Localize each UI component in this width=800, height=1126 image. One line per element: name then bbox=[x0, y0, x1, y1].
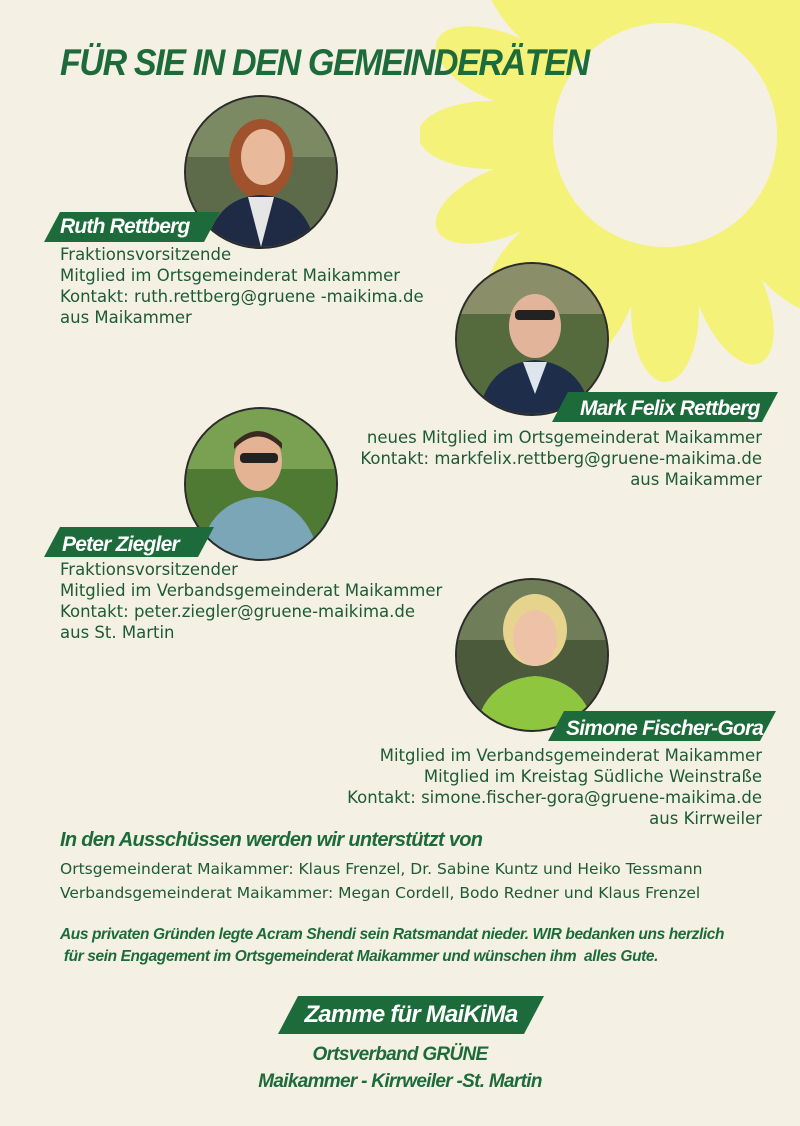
contact-email: Kontakt: markfelix.rettberg@gruene-maikima.de bbox=[360, 449, 762, 468]
contact-email: Kontakt: peter.ziegler@gruene-maikima.de bbox=[60, 602, 415, 621]
info-line: aus Maikammer bbox=[630, 470, 762, 489]
name-peter-ziegler: Peter Ziegler bbox=[62, 533, 179, 556]
info-line: aus Kirrweiler bbox=[649, 809, 762, 828]
info-ruth-rettberg bbox=[60, 244, 424, 328]
info-line: Mitglied im Verbandsgemeinderat Maikammer bbox=[60, 581, 443, 600]
support-line: Verbandsgemeinderat Maikammer: Megan Cordell, Bodo Redner und Klaus Frenzel bbox=[60, 884, 701, 902]
info-simone-fischer-gora bbox=[347, 745, 762, 829]
footer-places: Maikammer - Kirrweiler -St. Martin bbox=[258, 1071, 542, 1092]
name-simone-fischer-gora: Simone Fischer-Gora bbox=[566, 717, 764, 740]
contact-email: Kontakt: ruth.rettberg@gruene -maikima.de bbox=[60, 287, 424, 306]
slogan: Zamme für MaiKiMa bbox=[304, 1001, 518, 1028]
info-line: Fraktionsvorsitzende bbox=[60, 245, 232, 264]
info-line: Mitglied im Verbandsgemeinderat Maikammer bbox=[379, 746, 762, 765]
name-mark-felix-rettberg: Mark Felix Rettberg bbox=[580, 397, 760, 420]
note-line: für sein Engagement im Ortsgemeinderat Maikammer und wünschen ihm alles Gute. bbox=[60, 948, 659, 965]
support-line: Ortsgemeinderat Maikammer: Klaus Frenzel, Dr. Sabine Kuntz und Heiko Tessmann bbox=[60, 860, 703, 878]
info-line: aus Maikammer bbox=[60, 308, 192, 327]
info-line: neues Mitglied im Ortsgemeinderat Maikammer bbox=[366, 428, 762, 447]
info-peter-ziegler bbox=[60, 559, 442, 643]
info-mark-felix-rettberg bbox=[360, 427, 762, 490]
support-list bbox=[60, 857, 703, 905]
page-title: FÜR SIE IN DEN GEMEINDERÄTEN bbox=[60, 42, 589, 83]
contact-email: Kontakt: simone.fischer-gora@gruene-maikima.de bbox=[347, 788, 762, 807]
footer-org: Ortsverband GRÜNE bbox=[312, 1044, 488, 1065]
info-line: Mitglied im Kreistag Südliche Weinstraße bbox=[423, 767, 762, 786]
note-line: Aus privaten Gründen legte Acram Shendi sein Ratsmandat nieder. WIR bedanken uns herzlich bbox=[60, 926, 725, 943]
info-line: Mitglied im Ortsgemeinderat Maikammer bbox=[60, 266, 401, 285]
info-line: Fraktionsvorsitzender bbox=[60, 560, 238, 579]
info-line: aus St. Martin bbox=[60, 623, 175, 642]
name-ruth-rettberg: Ruth Rettberg bbox=[60, 215, 190, 238]
portrait-simone-fischer-gora bbox=[455, 578, 609, 732]
support-heading: In den Ausschüssen werden wir unterstützt von bbox=[60, 829, 483, 851]
farewell-note bbox=[60, 924, 760, 968]
